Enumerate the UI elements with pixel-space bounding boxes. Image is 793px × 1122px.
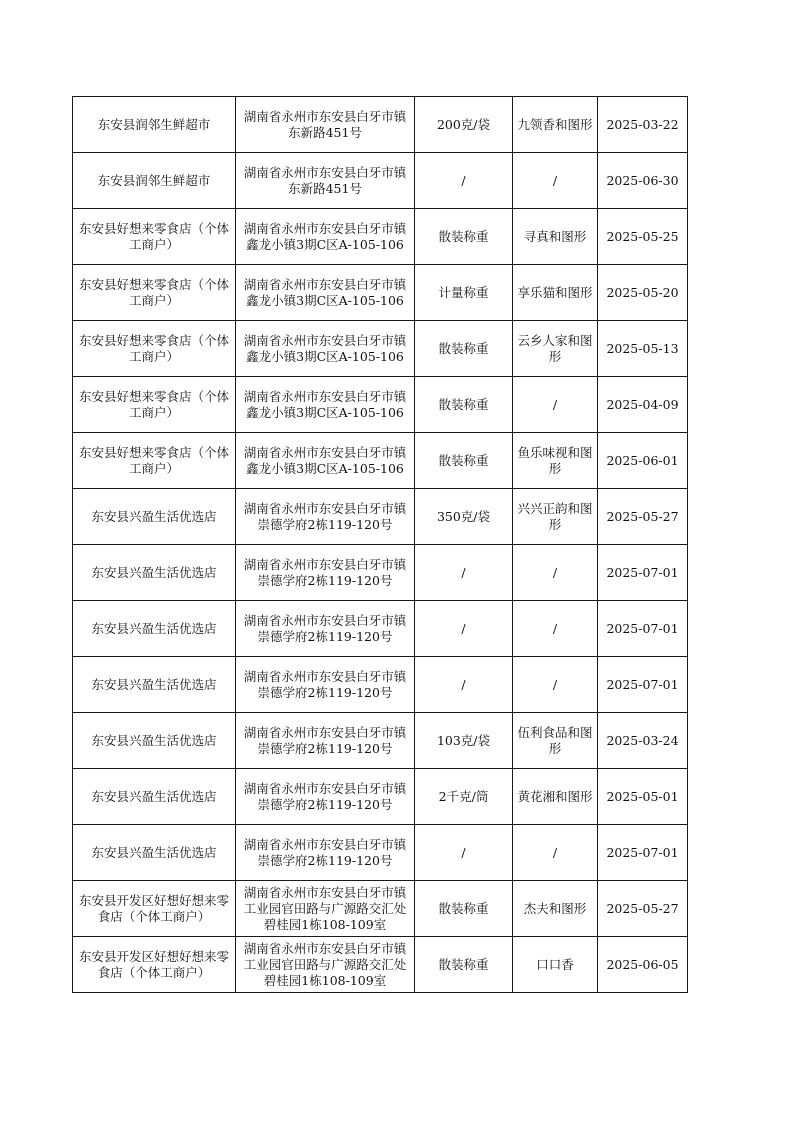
- brand-cell: /: [513, 657, 598, 713]
- brand-cell: /: [513, 153, 598, 209]
- table-row: [73, 881, 688, 937]
- store-name-cell: 东安县好想来零食店（个体工商户）: [73, 265, 236, 321]
- store-name-cell: 东安县兴盈生活优选店: [73, 601, 236, 657]
- store-name-cell: 东安县兴盈生活优选店: [73, 713, 236, 769]
- spec-cell: 散装称重: [415, 433, 513, 489]
- store-name-cell: 东安县开发区好想好想来零食店（个体工商户）: [73, 881, 236, 937]
- brand-cell: 黄花湘和图形: [513, 769, 598, 825]
- table-row: [73, 601, 688, 657]
- store-name-cell: 东安县好想来零食店（个体工商户）: [73, 433, 236, 489]
- date-cell: 2025-05-20: [598, 265, 688, 321]
- brand-cell: /: [513, 545, 598, 601]
- store-name-cell: 东安县好想来零食店（个体工商户）: [73, 377, 236, 433]
- table-row: [73, 657, 688, 713]
- brand-cell: /: [513, 825, 598, 881]
- store-name-cell: 东安县润邻生鲜超市: [73, 97, 236, 153]
- date-cell: 2025-05-25: [598, 209, 688, 265]
- date-cell: 2025-05-27: [598, 489, 688, 545]
- spec-cell: 计量称重: [415, 265, 513, 321]
- store-name-cell: 东安县兴盈生活优选店: [73, 825, 236, 881]
- store-address-cell: 湖南省永州市东安县白牙市镇东新路451号: [236, 97, 415, 153]
- spec-cell: 2千克/筒: [415, 769, 513, 825]
- table-row: [73, 265, 688, 321]
- spec-cell: 散装称重: [415, 321, 513, 377]
- brand-cell: 口口香: [513, 937, 598, 993]
- date-cell: 2025-05-27: [598, 881, 688, 937]
- spec-cell: 200克/袋: [415, 97, 513, 153]
- store-name-cell: 东安县好想来零食店（个体工商户）: [73, 209, 236, 265]
- store-address-cell: 湖南省永州市东安县白牙市镇工业园官田路与广源路交汇处碧桂园1栋108-109室: [236, 937, 415, 993]
- date-cell: 2025-07-01: [598, 545, 688, 601]
- date-cell: 2025-06-05: [598, 937, 688, 993]
- brand-cell: /: [513, 601, 598, 657]
- spec-cell: 350克/袋: [415, 489, 513, 545]
- store-name-cell: 东安县兴盈生活优选店: [73, 657, 236, 713]
- brand-cell: 九领香和图形: [513, 97, 598, 153]
- date-cell: 2025-07-01: [598, 601, 688, 657]
- store-address-cell: 湖南省永州市东安县白牙市镇鑫龙小镇3期C区A-105-106: [236, 321, 415, 377]
- table-row: [73, 545, 688, 601]
- store-address-cell: 湖南省永州市东安县白牙市镇崇德学府2栋119-120号: [236, 769, 415, 825]
- store-address-cell: 湖南省永州市东安县白牙市镇崇德学府2栋119-120号: [236, 545, 415, 601]
- spec-cell: /: [415, 545, 513, 601]
- store-address-cell: 湖南省永州市东安县白牙市镇崇德学府2栋119-120号: [236, 825, 415, 881]
- brand-cell: /: [513, 377, 598, 433]
- store-address-cell: 湖南省永州市东安县白牙市镇崇德学府2栋119-120号: [236, 489, 415, 545]
- spec-cell: /: [415, 825, 513, 881]
- table-row: [73, 97, 688, 153]
- store-name-cell: 东安县兴盈生活优选店: [73, 769, 236, 825]
- spec-cell: 散装称重: [415, 209, 513, 265]
- table-row: [73, 321, 688, 377]
- date-cell: 2025-07-01: [598, 825, 688, 881]
- date-cell: 2025-06-01: [598, 433, 688, 489]
- table-row: [73, 489, 688, 545]
- store-name-cell: 东安县兴盈生活优选店: [73, 545, 236, 601]
- brand-cell: 伍利食品和图形: [513, 713, 598, 769]
- date-cell: 2025-06-30: [598, 153, 688, 209]
- store-address-cell: 湖南省永州市东安县白牙市镇鑫龙小镇3期C区A-105-106: [236, 377, 415, 433]
- brand-cell: 鱼乐味视和图形: [513, 433, 598, 489]
- date-cell: 2025-05-01: [598, 769, 688, 825]
- records-table-body: [73, 97, 688, 993]
- spec-cell: 散装称重: [415, 377, 513, 433]
- table-row: [73, 209, 688, 265]
- store-address-cell: 湖南省永州市东安县白牙市镇崇德学府2栋119-120号: [236, 657, 415, 713]
- brand-cell: 享乐猫和图形: [513, 265, 598, 321]
- store-address-cell: 湖南省永州市东安县白牙市镇崇德学府2栋119-120号: [236, 713, 415, 769]
- brand-cell: 云乡人家和图形: [513, 321, 598, 377]
- table-row: [73, 713, 688, 769]
- date-cell: 2025-05-13: [598, 321, 688, 377]
- store-name-cell: 东安县好想来零食店（个体工商户）: [73, 321, 236, 377]
- store-address-cell: 湖南省永州市东安县白牙市镇鑫龙小镇3期C区A-105-106: [236, 265, 415, 321]
- document-page: [72, 96, 687, 993]
- table-row: [73, 769, 688, 825]
- brand-cell: 寻真和图形: [513, 209, 598, 265]
- store-address-cell: 湖南省永州市东安县白牙市镇工业园官田路与广源路交汇处碧桂园1栋108-109室: [236, 881, 415, 937]
- spec-cell: 散装称重: [415, 881, 513, 937]
- store-name-cell: 东安县开发区好想好想来零食店（个体工商户）: [73, 937, 236, 993]
- store-name-cell: 东安县兴盈生活优选店: [73, 489, 236, 545]
- spec-cell: 散装称重: [415, 937, 513, 993]
- table-row: [73, 153, 688, 209]
- store-address-cell: 湖南省永州市东安县白牙市镇崇德学府2栋119-120号: [236, 601, 415, 657]
- records-table: [72, 96, 688, 993]
- table-row: [73, 825, 688, 881]
- date-cell: 2025-07-01: [598, 657, 688, 713]
- table-row: [73, 937, 688, 993]
- table-row: [73, 433, 688, 489]
- date-cell: 2025-03-24: [598, 713, 688, 769]
- brand-cell: 兴兴正韵和图形: [513, 489, 598, 545]
- spec-cell: /: [415, 657, 513, 713]
- store-address-cell: 湖南省永州市东安县白牙市镇鑫龙小镇3期C区A-105-106: [236, 209, 415, 265]
- brand-cell: 杰夫和图形: [513, 881, 598, 937]
- table-row: [73, 377, 688, 433]
- spec-cell: /: [415, 153, 513, 209]
- date-cell: 2025-04-09: [598, 377, 688, 433]
- spec-cell: 103克/袋: [415, 713, 513, 769]
- date-cell: 2025-03-22: [598, 97, 688, 153]
- store-address-cell: 湖南省永州市东安县白牙市镇鑫龙小镇3期C区A-105-106: [236, 433, 415, 489]
- store-name-cell: 东安县润邻生鲜超市: [73, 153, 236, 209]
- store-address-cell: 湖南省永州市东安县白牙市镇东新路451号: [236, 153, 415, 209]
- spec-cell: /: [415, 601, 513, 657]
